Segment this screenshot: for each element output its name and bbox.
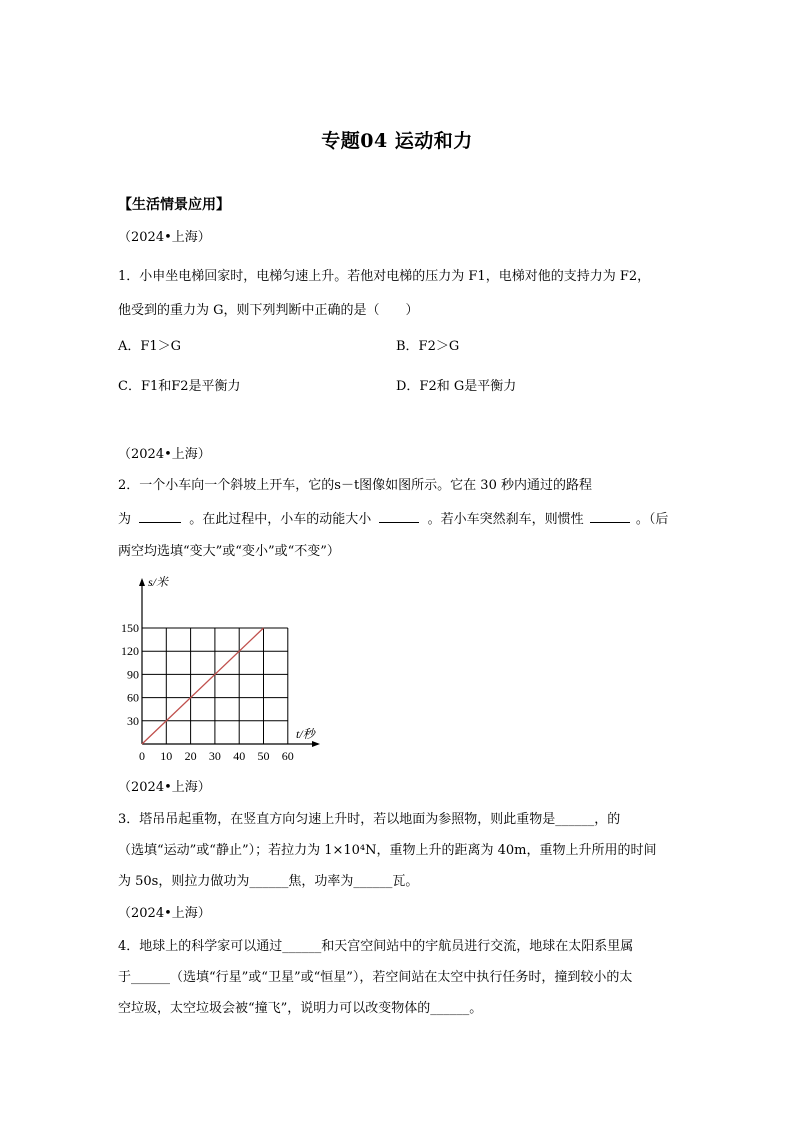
q2-line2-a: 为 [118,512,132,527]
q4-line2: 于______（选填“行星”或“卫星”或“恒星”），若空间站在太空中执行任务时，撞到较小的太 [118,970,633,985]
q1-source: （2024•上海） [118,230,211,245]
q2-line2 [118,510,668,529]
y-tick-label: 150 [121,621,139,635]
q2-line1: 2．一个小车向一个斜坡上开车，它的s－t图像如图所示。它在 30 秒内通过的路程 [118,478,592,493]
q2-line2-d: 。（后 [635,512,669,527]
y-axis-arrow [139,578,145,586]
x-tick-label: 50 [257,749,270,763]
q2-line3: 两空均选填“变大”或“变小”或“不变”） [118,544,340,559]
section-heading: 【生活情景应用】 [118,197,230,213]
q1-option-c: C．F1和F2是平衡力 [118,379,241,394]
y-tick-label: 120 [121,644,139,659]
q3-line3: 为 50s，则拉力做功为______焦，功率为______瓦。 [118,874,419,889]
q4-line1: 4．地球上的科学家可以通过______和天宫空间站中的宇航员进行交流，地球在太阳系里属 [118,939,634,954]
q2-line2-b: 。在此过程中，小车的动能大小 [189,512,372,527]
q3-source: （2024•上海） [118,780,211,795]
x-tick-label: 60 [281,749,294,763]
q2-blank-1[interactable] [139,510,181,523]
st-chart [110,568,340,778]
q4-line3: 空垃圾，太空垃圾会被“撞飞”，说明力可以改变物体的______。 [118,1001,483,1016]
x-axis-arrow [312,741,320,747]
x-axis-label: t/秒 [296,727,315,741]
q1-stem-line1: 1．小申坐电梯回家时，电梯匀速上升。若他对电梯的压力为 F1，电梯对他的支持力为 F2， [118,269,651,284]
y-tick-label: 90 [127,667,139,682]
x-tick-label: 10 [160,749,173,763]
q1-option-d: D．F2和 G是平衡力 [396,379,517,394]
x-tick-label: 40 [233,749,246,763]
page-title: 专题04 运动和力 [321,130,473,152]
y-tick-label: 30 [127,713,139,728]
q1-stem-line2: 他受到的重力为 G，则下列判断中正确的是（ ） [118,303,419,318]
q3-line2: （选填“运动”或“静止”）；若拉力为 1×10⁴N，重物上升的距离为 40m，重物上升所用的时间 [118,843,657,858]
q2-blank-2[interactable] [379,510,419,523]
x-tick-label: 30 [208,749,221,763]
q4-source: （2024•上海） [118,906,211,921]
q2-line2-c: 。若小车突然刹车，则惯性 [427,512,584,527]
y-axis-label: s/米 [148,575,169,589]
q1-option-a: A．F1＞G [118,339,182,354]
q1-option-b: B．F2＞G [396,339,460,354]
x-tick-label: 0 [139,749,145,763]
q3-line1: 3．塔吊吊起重物，在竖直方向匀速上升时，若以地面为参照物，则此重物是______，的 [118,812,621,827]
q2-source: （2024•上海） [118,447,211,462]
q2-blank-3[interactable] [590,510,630,523]
x-tick-label: 20 [184,749,197,763]
y-tick-label: 60 [127,690,139,705]
series-line [142,628,264,744]
